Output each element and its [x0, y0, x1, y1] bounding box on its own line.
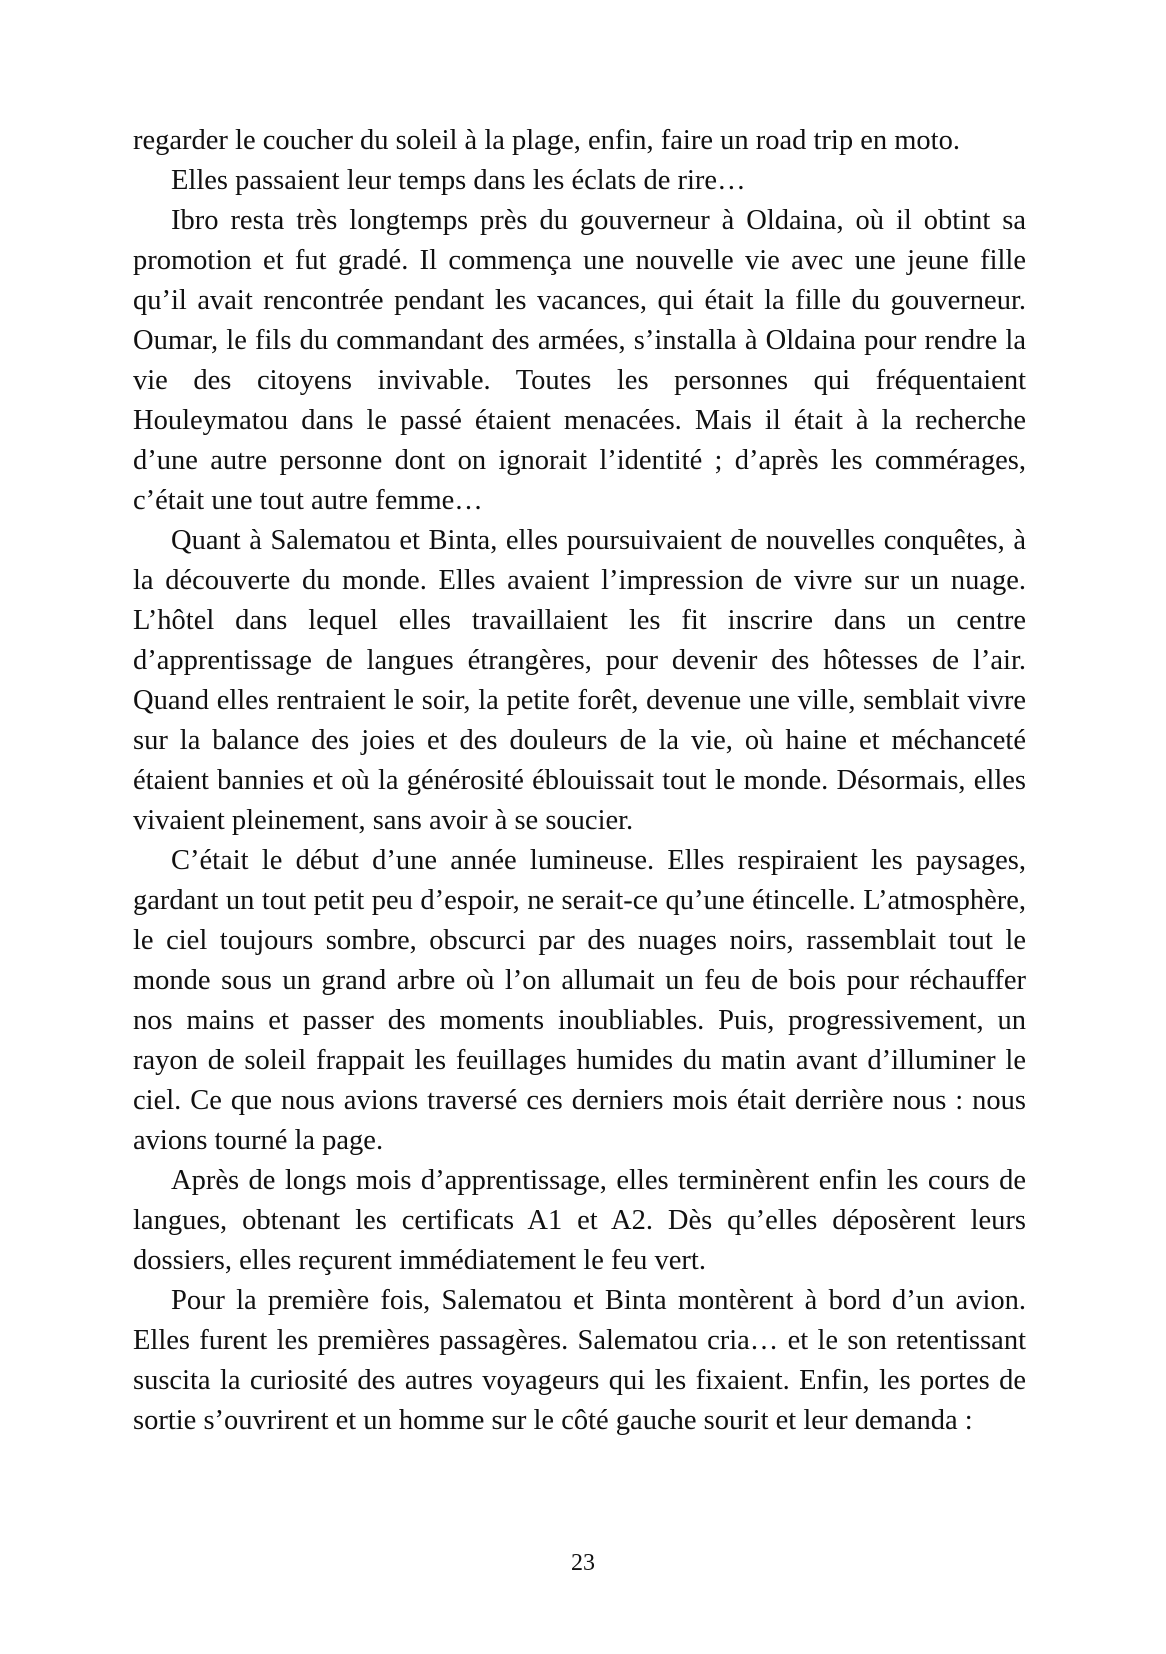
- paragraph: Pour la première fois, Salematou et Binta montèrent à bord d’un avion. Elles furent les premières passagères. Salematou cria… et le son retentissant suscita la curiosité des autres voyageurs qui les fixaient. Enfin, les portes de sortie s’ouvrirent et un homme sur le côté gauche sourit et leur demanda :: [133, 1285, 1026, 1436]
- page-number: 23: [571, 1550, 595, 1576]
- paragraph: Elles passaient leur temps dans les éclats de rire…: [171, 165, 746, 196]
- paragraph: Après de longs mois d’apprentissage, elles terminèrent enfin les cours de langues, obtenant les certificats A1 et A2. Dès qu’elles déposèrent leurs dossiers, elles reçurent immédiatement le feu vert.: [133, 1165, 1026, 1276]
- body-text: [133, 121, 1026, 1441]
- paragraph: Ibro resta très longtemps près du gouverneur à Oldaina, où il obtint sa promotion et fut gradé. Il commença une nouvelle vie avec une jeune fille qu’il avait rencontrée pendant les vacances, qui était la fille du gouverneur. Oumar, le fils du commandant des armées, s’installa à Oldaina pour rendre la vie des citoyens invivable. Toutes les personnes qui fréquentaient Houleymatou dans le passé étaient menacées. Mais il était à la recherche d’une autre personne dont on ignorait l’identité ; d’après les commérages, c’était une tout autre femme…: [133, 205, 1026, 516]
- paragraph: C’était le début d’une année lumineuse. Elles respiraient les paysages, gardant un tout petit peu d’espoir, ne serait-ce qu’une étincelle. L’atmosphère, le ciel toujours sombre, obscurci par des nuages noirs, rassemblait tout le monde sous un grand arbre où l’on allumait un feu de bois pour réchauffer nos mains et passer des moments inoubliables. Puis, progressivement, un rayon de soleil frappait les feuillages humides du matin avant d’illuminer le ciel. Ce que nous avions traversé ces derniers mois était derrière nous : nous avions tourné la page.: [133, 845, 1026, 1156]
- paragraph: Quant à Salematou et Binta, elles poursuivaient de nouvelles conquêtes, à la découverte du monde. Elles avaient l’impression de vivre sur un nuage. L’hôtel dans lequel elles travaillaient les fit inscrire dans un centre d’apprentissage de langues étrangères, pour devenir des hôtesses de l’air. Quand elles rentraient le soir, la petite forêt, devenue une ville, semblait vivre sur la balance des joies et des douleurs de la vie, où haine et méchanceté étaient bannies et où la générosité éblouissait tout le monde. Désormais, elles vivaient pleinement, sans avoir à se soucier.: [133, 525, 1026, 836]
- paragraph-continuation: regarder le coucher du soleil à la plage, enfin, faire un road trip en moto.: [133, 125, 960, 156]
